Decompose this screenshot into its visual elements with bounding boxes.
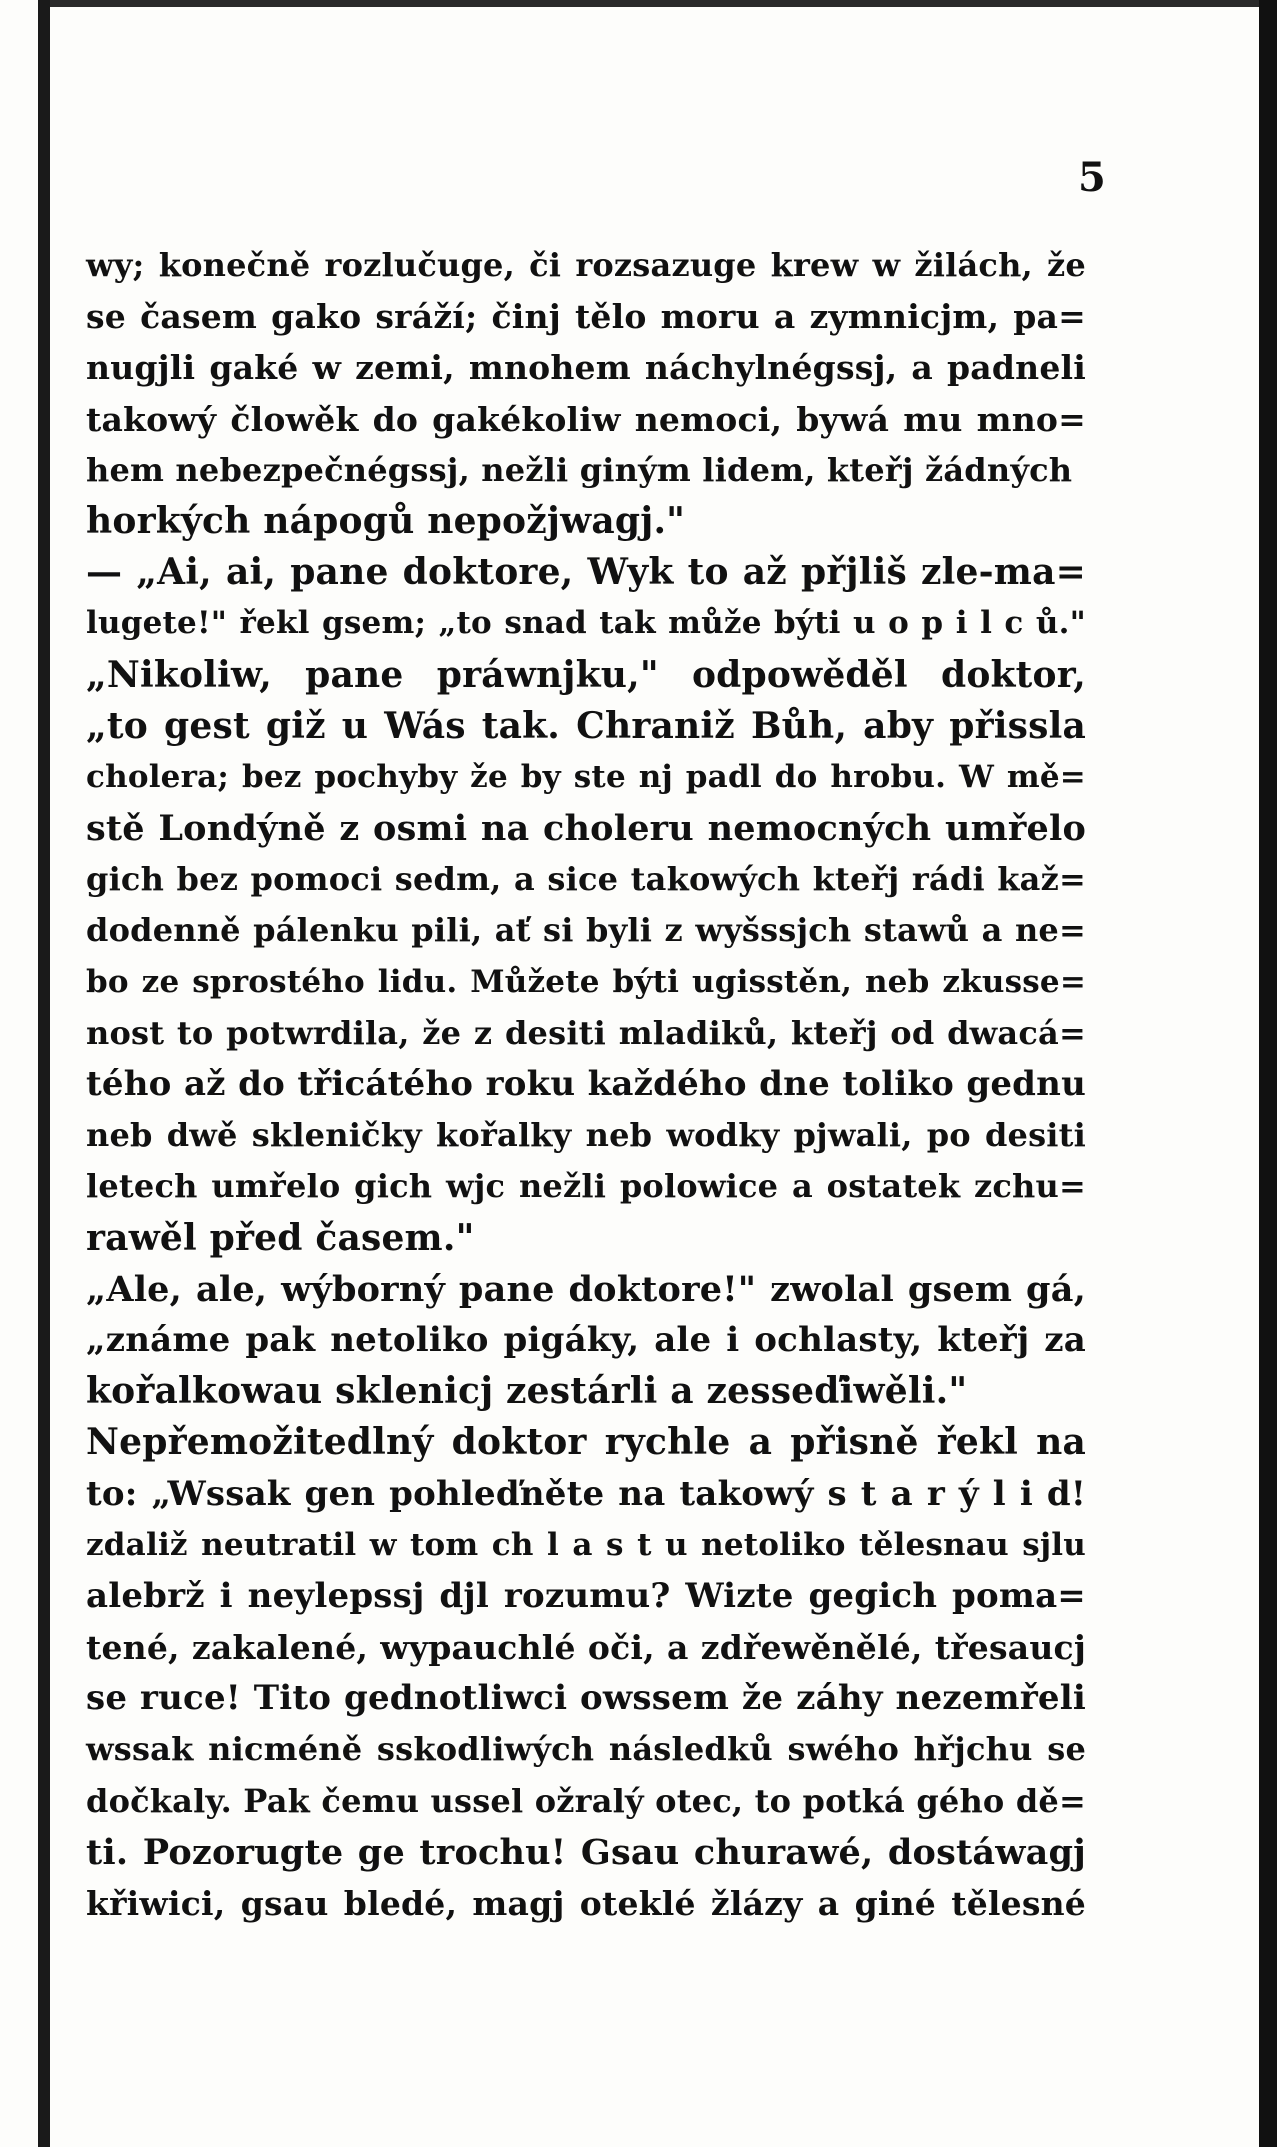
body-text	[86, 240, 1086, 1929]
text-line: gich bez pomoci sedm, a sice takowých kteřj rádi kaž=	[86, 860, 1086, 899]
text-line: tého až do třicátého roku každého dne toliko gednu	[86, 1064, 1086, 1104]
text-line: wy; konečně rozlučuge, či rozsazuge krew w žilách, že	[86, 246, 1086, 284]
text-line: „Nikoliw, pane práwnjku," odpowěděl doktor,	[86, 653, 1086, 696]
text-line: wssak nicméně sskodliwých následků swého hřjchu se	[86, 1730, 1086, 1769]
text-line: to: „Wssak gen pohleďněte na takowý s t a r ý l i d!	[86, 1473, 1086, 1514]
page-frame-top-edge	[38, 0, 1260, 7]
page-number: 5	[1078, 154, 1106, 201]
text-line: nost to potwrdila, že z desiti mladiků, kteřj od dwacá=	[86, 1013, 1086, 1052]
text-line: „známe pak netoliko pigáky, ale i ochlasty, kteřj za	[86, 1319, 1086, 1360]
text-line: ti. Pozorugte ge trochu! Gsau churawé, dostáwagj	[86, 1831, 1086, 1873]
text-line: se ruce! Tito gednotliwci owssem že záhy nezemřeli	[86, 1678, 1086, 1719]
text-line: se časem gako sráží; činj tělo moru a zymnicjm, pa=	[86, 297, 1086, 337]
text-line: „Ale, ale, wýborný pane doktore!" zwolal gsem gá,	[86, 1268, 1086, 1310]
text-line: bo ze sprostého lidu. Můžete býti ugisstěn, neb zkusse=	[86, 963, 1086, 1000]
text-line: stě Londýně z osmi na choleru nemocných umřelo	[86, 808, 1086, 850]
text-line: cholera; bez pochyby že by ste nj padl do hrobu. W mě=	[86, 758, 1086, 795]
text-line: nugjli gaké w zemi, mnohem náchylnégssj, a padneli	[86, 348, 1086, 388]
text-line: tené, zakalené, wypauchlé oči, a zdřewěnělé, třesaucj	[86, 1628, 1086, 1668]
page-frame-left-edge	[38, 0, 50, 2147]
text-line: letech umřelo gich wjc nežli polowice a ostatek zchu=	[86, 1167, 1086, 1206]
text-line: dočkaly. Pak čemu ussel ožralý otec, to potká gého dě=	[86, 1781, 1086, 1820]
text-line: dodenně pálenku pili, ať si byli z wyšssjch stawů a ne=	[86, 911, 1086, 950]
text-line: — „Ai, ai, pane doktore, Wyk to až přjliš zle-ma=	[86, 551, 1086, 594]
text-line: neb dwě skleničky kořalky neb wodky pjwali, po desiti	[86, 1116, 1086, 1155]
text-line: horkých nápogů nepožjwagj."	[86, 499, 686, 542]
text-line: rawěl před časem."	[86, 1216, 475, 1259]
text-line: hem nebezpečnégssj, nežli giným lidem, kteřj žádných	[86, 450, 1073, 489]
text-line: „to gest giž u Wás tak. Chraniž Bůh, aby přissla	[86, 704, 1086, 747]
page-frame-right-edge	[1259, 0, 1277, 2147]
text-line: lugete!" řekl gsem; „to snad tak může býti u o p i l c ů."	[86, 605, 1086, 642]
text-line: Nepřemožitedlný doktor rychle a přisně řekl na	[86, 1421, 1086, 1464]
text-line: zdaliž neutratil w tom ch l a s t u netoliko tělesnau sjlu	[86, 1526, 1086, 1563]
text-line: křiwici, gsau bledé, magj oteklé žlázy a giné tělesné	[86, 1884, 1086, 1923]
text-line: alebrž i neylepssj djl rozumu? Wizte gegich poma=	[86, 1575, 1086, 1616]
text-line: kořalkowau sklenicj zestárli a zesseďiwěli."	[86, 1370, 968, 1413]
text-line: takowý člowěk do gakékoliw nemoci, bywá mu mno=	[86, 399, 1086, 439]
